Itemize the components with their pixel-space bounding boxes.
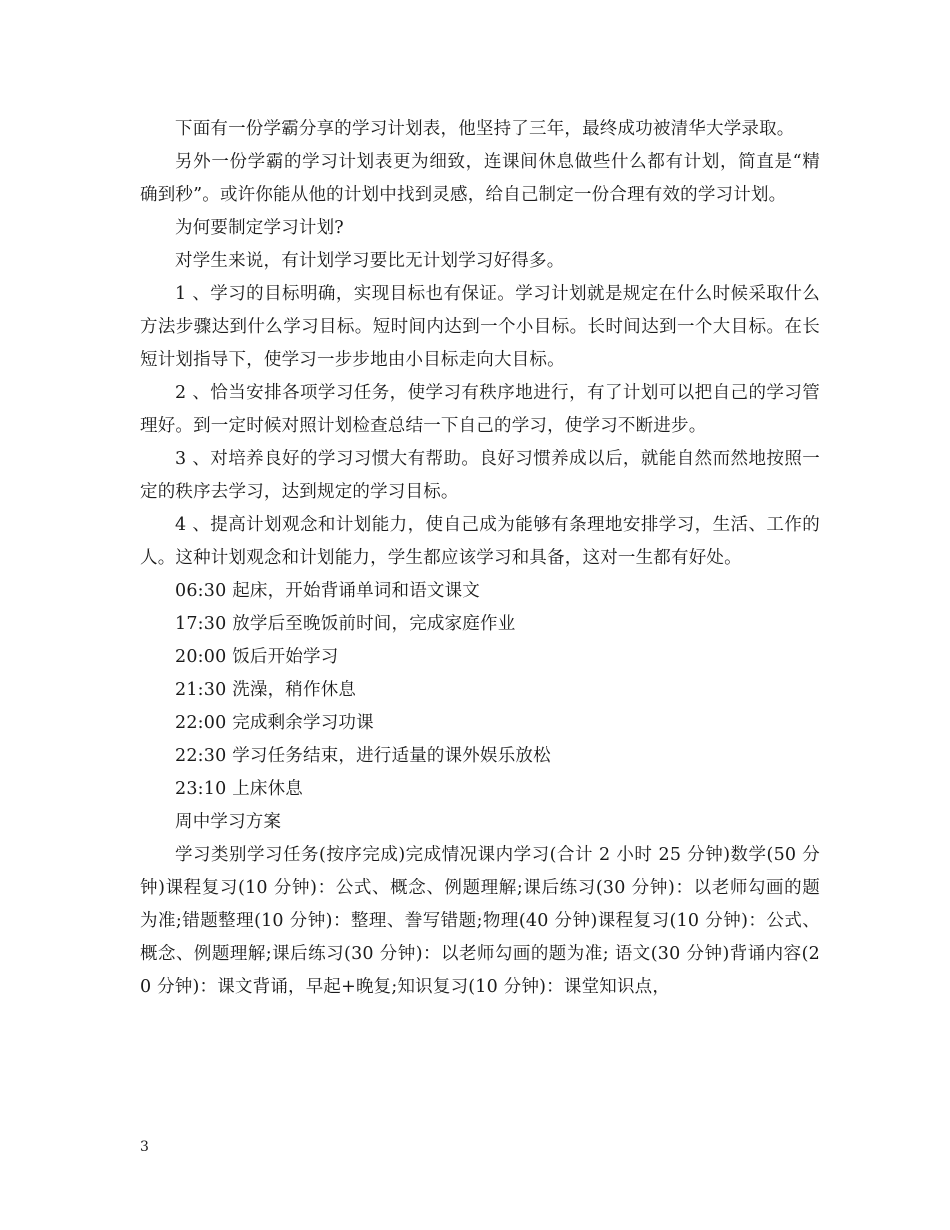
paragraph-point-1: 1 、学习的目标明确，实现目标也有保证。学习计划就是规定在什么时候采取什么方法步骤达到什么学习目标。短时间内达到一个小目标。长时间达到一个大目标。在长短计划指导下，使学习一步步地由小目标走向大目标。 <box>140 284 820 370</box>
schedule-item-2230: 22:30 学习任务结束，进行适量的课外娱乐放松 <box>175 746 551 766</box>
paragraph-point-2: 2 、恰当安排各项学习任务，使学习有秩序地进行，有了计划可以把自己的学习管理好。到一定时候对照计划检查总结一下自己的学习，使学习不断进步。 <box>140 383 820 436</box>
paragraph-why-intro: 对学生来说，有计划学习要比无计划学习好得多。 <box>175 251 565 271</box>
section-heading-weekday-plan: 周中学习方案 <box>175 812 282 832</box>
paragraph-weekday-plan-table: 学习类别学习任务(按序完成)完成情况课内学习(合计 2 小时 25 分钟)数学(50 分钟)课程复习(10 分钟)：公式、概念、例题理解;课后练习(30 分钟)：以老师勾画的题为准;错题整理(10 分钟)：整理、誊写错题;物理(40 分钟)课程复习(10 分钟)：公式、概念、例题理解;课后练习(30 分钟)：以老师勾画的题为准; 语文(30 分钟)背诵内容(20 分钟)：课文背诵，早起+晚复;知识复习(10 分钟)：课堂知识点， <box>140 845 820 997</box>
paragraph-intro: 下面有一份学霸分享的学习计划表，他坚持了三年，最终成功被清华大学录取。 <box>175 119 795 139</box>
schedule-item-2310: 23:10 上床休息 <box>175 779 303 799</box>
page-number: 3 <box>140 1139 149 1155</box>
schedule-item-2200: 22:00 完成剩余学习功课 <box>175 713 374 733</box>
schedule-item-2130: 21:30 洗澡，稍作休息 <box>175 680 357 700</box>
paragraph-why-heading: 为何要制定学习计划? <box>175 218 344 238</box>
document-body <box>140 113 820 1004</box>
paragraph-detailed-plan: 另外一份学霸的学习计划表更为细致，连课间休息做些什么都有计划，简直是“精确到秒”。或许你能从他的计划中找到灵感，给自己制定一份合理有效的学习计划。 <box>140 152 820 205</box>
schedule-item-2000: 20:00 饭后开始学习 <box>175 647 339 667</box>
schedule-item-1730: 17:30 放学后至晚饭前时间，完成家庭作业 <box>175 614 516 634</box>
schedule-item-0630: 06:30 起床，开始背诵单词和语文课文 <box>175 581 480 601</box>
paragraph-point-4: 4 、提高计划观念和计划能力，使自己成为能够有条理地安排学习，生活、工作的人。这种计划观念和计划能力，学生都应该学习和具备，这对一生都有好处。 <box>140 515 820 568</box>
paragraph-point-3: 3 、对培养良好的学习习惯大有帮助。良好习惯养成以后，就能自然而然地按照一定的秩序去学习，达到规定的学习目标。 <box>140 449 820 502</box>
